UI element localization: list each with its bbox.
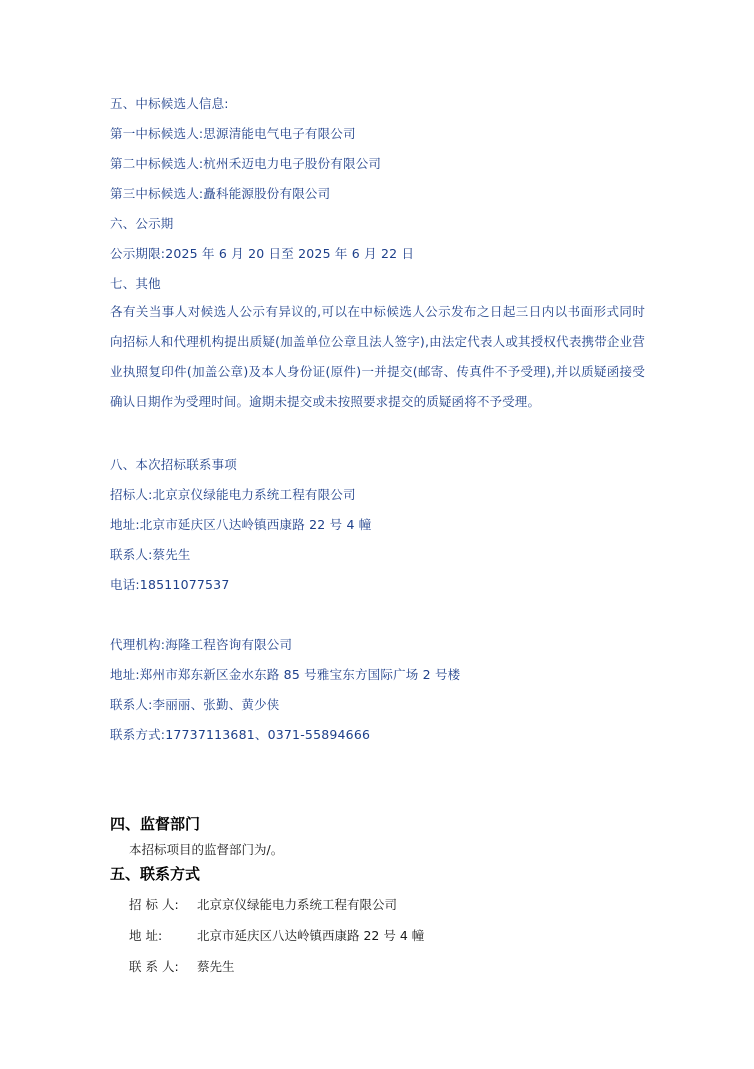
tenderer-address: 地址:北京市延庆区八达岭镇西康路 22 号 4 幢 — [110, 517, 372, 532]
tenderer-line: 招标人:北京京仪绿能电力系统工程有限公司 — [110, 487, 356, 502]
contact-person-row — [129, 957, 235, 975]
agency-line: 代理机构:海隆工程咨询有限公司 — [110, 637, 293, 652]
section5-title: 五、中标候选人信息: — [110, 96, 229, 111]
supervision-heading: 四、监督部门 — [110, 815, 201, 833]
contact-tenderer-label: 招 标 人: — [129, 897, 179, 912]
agency-phone: 联系方式:17737113681、0371-55894666 — [110, 727, 371, 742]
contact-address-value: 北京市延庆区八达岭镇西康路 22 号 4 幢 — [197, 928, 425, 943]
objection-paragraph: 各有关当事人对候选人公示有异议的,可以在中标候选人公示发布之日起三日内以书面形式同时向招标人和代理机构提出质疑(加盖单位公章且法人签字),由法定代表人或其授权代表携带企业营业执照复印件(加盖公章)及本人身份证(原件)一并提交(邮寄、传真件不予受理),并以质疑函接受确认日期作为受理时间。逾期未提交或未按照要求提交的质疑函将不予受理。 — [110, 304, 645, 409]
contact-person-value: 蔡先生 — [197, 959, 235, 974]
agency-address: 地址:郑州市郑东新区金水东路 85 号雅宝东方国际广场 2 号楼 — [110, 667, 461, 682]
section7-title: 七、其他 — [110, 276, 161, 291]
contact-heading: 五、联系方式 — [110, 865, 201, 883]
contact-address-label: 地 址: — [129, 928, 163, 943]
third-candidate: 第三中标候选人:矗科能源股份有限公司 — [110, 186, 331, 201]
contact-address-row — [129, 926, 424, 944]
section8-title: 八、本次招标联系事项 — [110, 457, 238, 472]
contact-tenderer-row — [129, 895, 397, 913]
agency-contact: 联系人:李丽丽、张勤、黄少侠 — [110, 697, 280, 712]
publicity-period: 公示期限:2025 年 6 月 20 日至 2025 年 6 月 22 日 — [110, 246, 415, 261]
tenderer-contact: 联系人:蔡先生 — [110, 547, 191, 562]
tenderer-phone: 电话:18511077537 — [110, 577, 230, 592]
supervision-text: 本招标项目的监督部门为/。 — [129, 842, 284, 857]
second-candidate: 第二中标候选人:杭州禾迈电力电子股份有限公司 — [110, 156, 382, 171]
section6-title: 六、公示期 — [110, 216, 174, 231]
first-candidate: 第一中标候选人:思源清能电气电子有限公司 — [110, 126, 356, 141]
contact-tenderer-value: 北京京仪绿能电力系统工程有限公司 — [197, 897, 398, 912]
contact-person-label: 联 系 人: — [129, 959, 179, 974]
